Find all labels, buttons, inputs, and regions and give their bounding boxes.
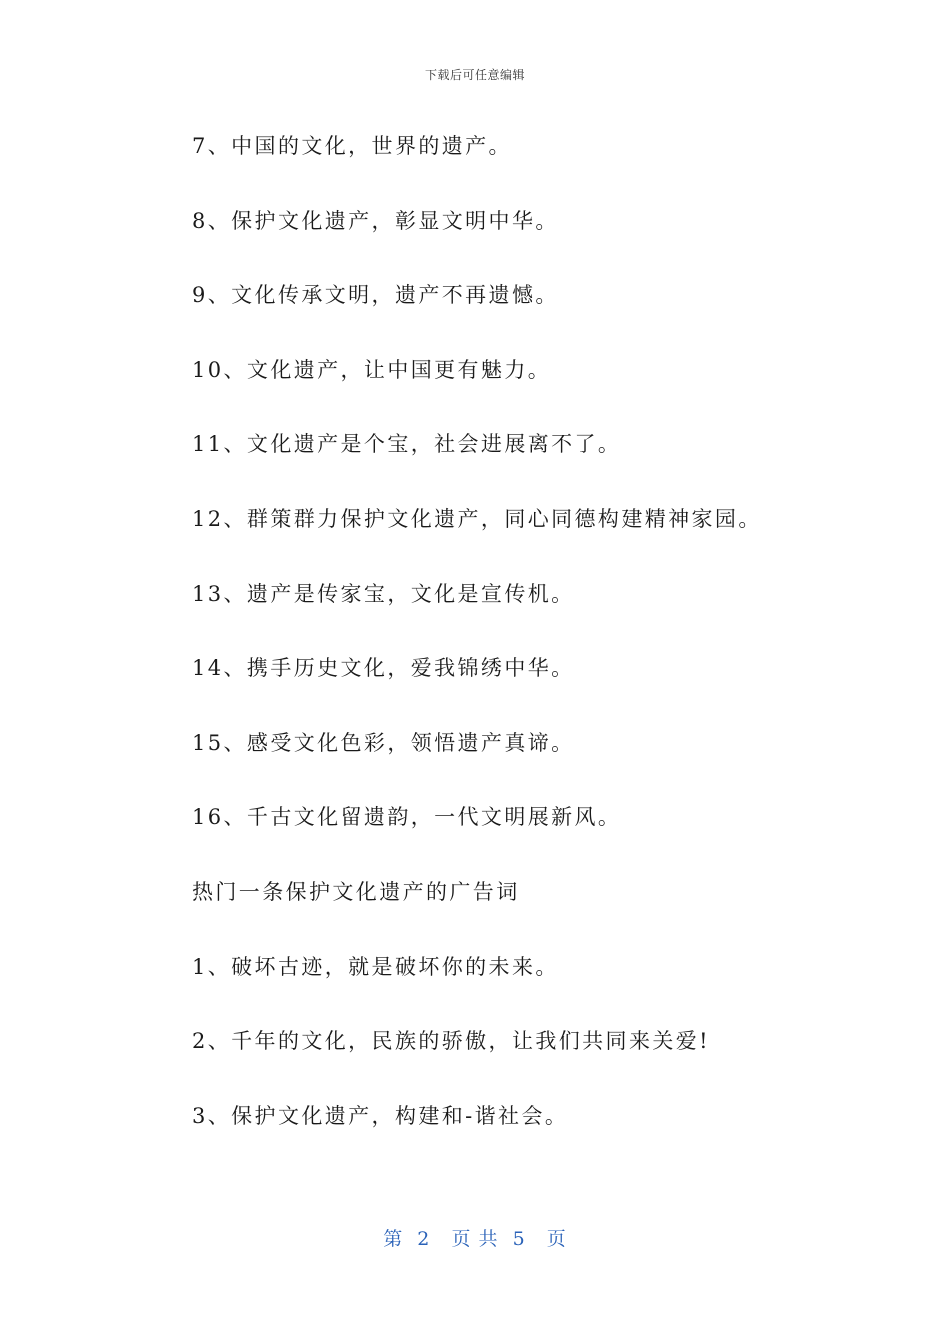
slogan-line: 9、文化传承文明，遗产不再遗憾。: [192, 283, 559, 308]
slogan-line: 16、千古文化留遗韵，一代文明展新风。: [192, 805, 622, 830]
slogan-line: 14、携手历史文化，爱我锦绣中华。: [192, 656, 575, 681]
page-number-footer: 第 2 页 共 5 页: [383, 1228, 567, 1250]
slogan-line: 10、文化遗产，让中国更有魅力。: [192, 357, 552, 382]
slogan-line: 12、群策群力保护文化遗产，同心同德构建精神家园。: [192, 506, 762, 531]
slogan-line: 1、破坏古迹，就是破坏你的未来。: [192, 954, 559, 979]
header-note: 下载后可任意编辑: [424, 68, 525, 82]
section-heading: 热门一条保护文化遗产的广告词: [192, 879, 520, 904]
slogan-line: 15、感受文化色彩，领悟遗产真谛。: [192, 730, 575, 755]
document-body: [192, 128, 892, 1172]
slogan-line: 11、文化遗产是个宝，社会进展离不了。: [192, 432, 622, 457]
slogan-line: 13、遗产是传家宝，文化是宣传机。: [192, 581, 575, 606]
slogan-line: 2、千年的文化，民族的骄傲，让我们共同来关爱!: [192, 1029, 710, 1054]
slogan-line: 8、保护文化遗产，彰显文明中华。: [192, 208, 559, 233]
slogan-line: 3、保护文化遗产，构建和-谐社会。: [192, 1103, 569, 1128]
slogan-line: 7、中国的文化，世界的遗产。: [192, 134, 512, 158]
